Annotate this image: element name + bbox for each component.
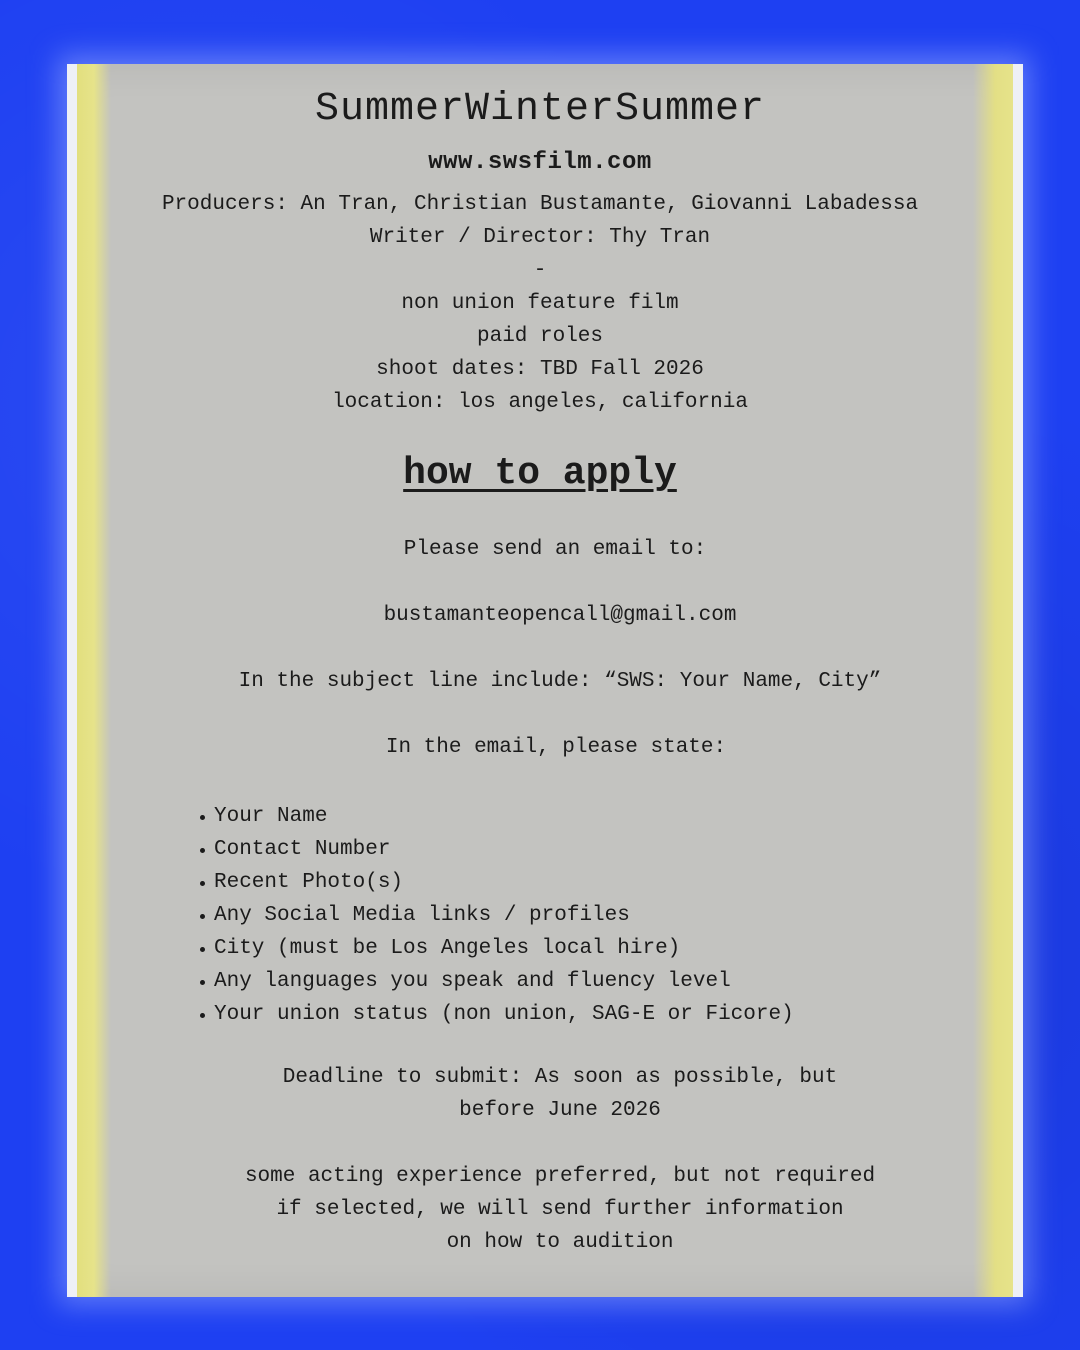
list-item: Any languages you speak and fluency level	[214, 965, 794, 998]
list-item: Contact Number	[214, 833, 794, 866]
credits-separator: -	[533, 259, 547, 282]
requirements-list	[214, 800, 794, 1031]
contact-email[interactable]: bustamanteopencall@gmail.com	[383, 604, 737, 627]
note-line-1: some acting experience preferred, but not required	[244, 1165, 876, 1188]
shoot-dates: shoot dates: TBD Fall 2026	[376, 358, 704, 381]
producers-credit: Producers: An Tran, Christian Bustamante, Giovanni Labadessa	[161, 193, 919, 216]
list-item: Your Name	[214, 800, 794, 833]
website-link[interactable]: www.swsfilm.com	[428, 149, 652, 176]
location: location: los angeles, california	[332, 391, 748, 414]
writer-director-credit: Writer / Director: Thy Tran	[369, 226, 711, 249]
deadline-line-1: Deadline to submit: As soon as possible, but	[282, 1066, 838, 1089]
subject-line-instruction: In the subject line include: “SWS: Your Name, City”	[238, 670, 882, 693]
pay-info: paid roles	[476, 325, 604, 348]
note-line-2: if selected, we will send further information	[276, 1198, 844, 1221]
deadline-line-2: before June 2026	[459, 1099, 661, 1122]
send-email-instruction: Please send an email to:	[403, 538, 707, 561]
how-to-apply-heading: how to apply	[403, 452, 677, 495]
email-contents-intro: In the email, please state:	[385, 736, 727, 759]
list-item: City (must be Los Angeles local hire)	[214, 932, 794, 965]
list-item: Recent Photo(s)	[214, 866, 794, 899]
list-item: Any Social Media links / profiles	[214, 899, 794, 932]
film-type: non union feature film	[401, 292, 679, 315]
list-item: Your union status (non union, SAG-E or Ficore)	[214, 998, 794, 1031]
film-title: SummerWinterSummer	[314, 87, 766, 132]
note-line-3: on how to audition	[446, 1231, 674, 1254]
